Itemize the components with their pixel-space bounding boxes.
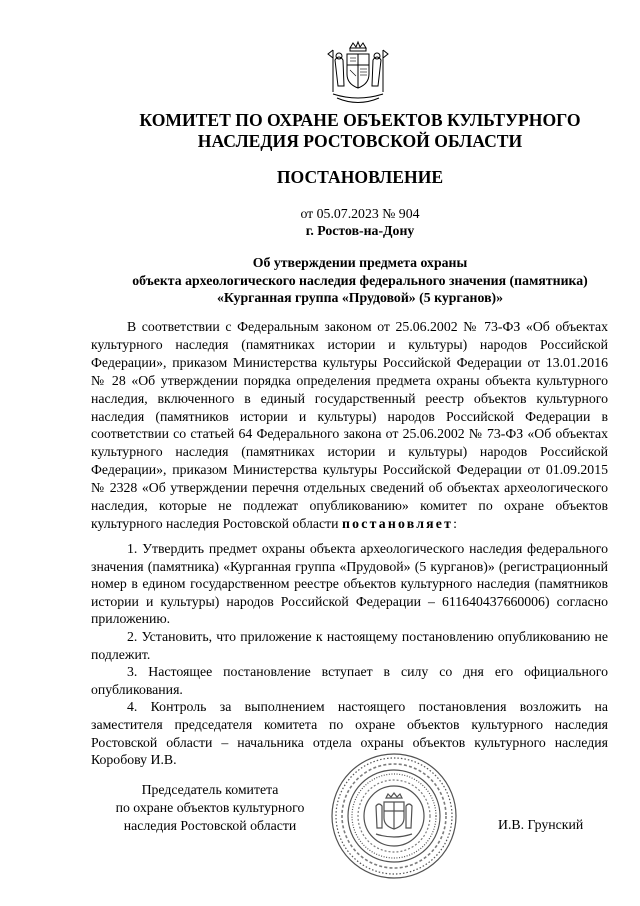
resolution-items [91, 540, 608, 769]
document-type: ПОСТАНОВЛЕНИЕ [276, 167, 444, 187]
committee-name-line1: КОМИТЕТ ПО ОХРАНЕ ОБЪЕКТОВ КУЛЬТУРНОГО [139, 110, 581, 130]
signatory-title-line: наследия Ростовской области [123, 818, 297, 833]
resolution-item: 4. Контроль за выполнением настоящего постановления возложить на заместителя председателя комитета по охране объектов культурного наследия Ростовской области – начальника отдела охраны объектов культурного наследия Коробову И.В. [91, 699, 608, 768]
document-city: г. Ростов-на-Дону [305, 223, 415, 238]
committee-name-line2: НАСЛЕДИЯ РОСТОВСКОЙ ОБЛАСТИ [197, 131, 523, 151]
resolution-item: 2. Установить, что приложение к настоящему постановлению опубликованию не подлежит. [91, 628, 608, 662]
document-date-number: от 05.07.2023 № 904 [300, 206, 420, 221]
resolution-item: 1. Утвердить предмет охраны объекта археологического наследия федерального значения (памятника) «Курганная группа «Прудовой» (5 курганов)» (регистрационный номер в едином государственном реестре объектов культурного наследия (памятников истории и культуры) народов Российской Федерации – 611640437660006) согласно приложению. [91, 541, 608, 627]
subject-line: объекта археологического наследия федерального значения (памятника) [132, 272, 588, 288]
subject-line: Об утверждении предмета охраны [252, 255, 468, 270]
preamble-colon: : [453, 515, 457, 531]
document-subject [90, 254, 630, 307]
subject-line: «Курганная группа «Прудовой» (5 курганов)» [216, 290, 504, 305]
preamble-paragraph [91, 318, 608, 533]
signatory-title [100, 781, 320, 835]
signatory-name: И.В. Грунский [498, 817, 584, 832]
signatory-title-line: Председатель комитета [141, 782, 279, 797]
preamble-text: В соответствии с Федеральным законом от 25.06.2002 № 73-ФЗ «Об объектах культурного наследия (памятниках истории и культуры) народов Российской Федерации», приказом Министерства культуры Российской Федерации от 13.01.2016 № 28 «Об утверждении порядка определения предмета охраны объекта культурного наследия, включенного в единый государственный реестр объектов культурного наследия (памятников истории и культуры) народов Российской Федерации в соответствии со статьей 64 Федерального закона от 25.06.2002 № 73-ФЗ «Об объектах культурного наследия (памятниках истории и культуры) народов Российской Федерации», приказом Министерства культуры Российской Федерации от 01.09.2015 № 2328 «Об утверждении перечня отдельных сведений об объектах археологического наследия, которые не подлежат опубликованию» комитет по охране объектов культурного наследия Ростовской области [91, 319, 608, 531]
official-round-seal-icon [330, 752, 458, 880]
decree-word: постановляет [342, 515, 454, 531]
rostov-oblast-coat-of-arms-icon [327, 40, 389, 110]
signatory-title-line: по охране объектов культурного [115, 800, 305, 815]
resolution-item: 3. Настоящее постановление вступает в силу со дня его официального опубликования. [91, 664, 608, 697]
